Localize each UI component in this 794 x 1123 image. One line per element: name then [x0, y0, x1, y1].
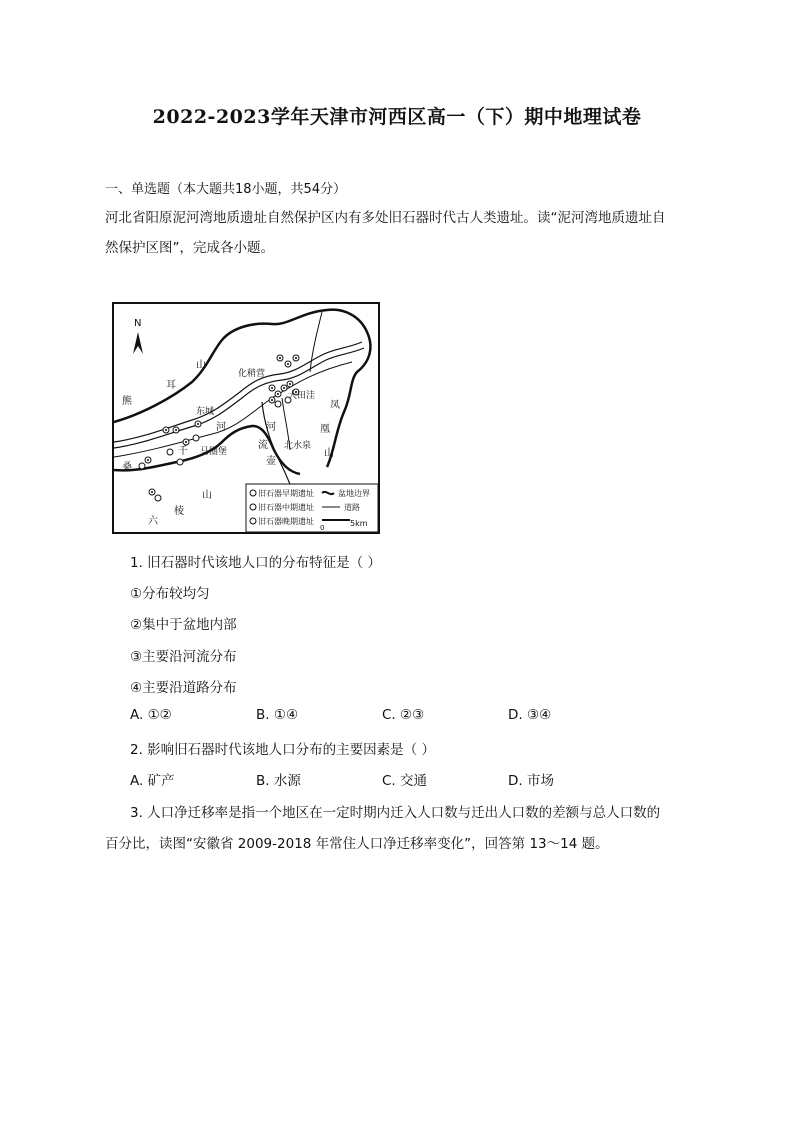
label-he: 河: [216, 422, 226, 433]
q2-option-b: B. 水源: [256, 773, 301, 789]
intro-line-1: 河北省阳原泥河湾地质遗址自然保护区内有多处旧石器时代古人类遗址。读“泥河湾地质遗址自: [105, 210, 666, 226]
q1-option-a: A. ①②: [130, 707, 172, 723]
q3-line-1: 3. 人口净迁移率是指一个地区在一定时期内迁入人口数与迁出人口数的差额与总人口数的: [130, 805, 661, 821]
label-qian: 千: [178, 446, 188, 457]
legend-middle: 旧石器中期遗址: [258, 503, 314, 512]
label-maquanpu: 马圈堡: [200, 447, 228, 457]
legend-early: 旧石器早期遗址: [258, 489, 314, 498]
label-beishuiquan: 北水泉: [284, 441, 312, 451]
label-sang: 桑: [122, 462, 132, 473]
legend-late: 旧石器晚期遗址: [258, 517, 314, 526]
q1-option-d: D. ③④: [508, 707, 552, 723]
q2-option-c: C. 交通: [382, 773, 428, 789]
label-er: 耳: [166, 380, 176, 391]
q1-item-1: ①分布较均匀: [130, 586, 210, 602]
label-shan-top: 山: [196, 360, 206, 371]
label-dongcheng: 东城: [196, 407, 215, 417]
q2-option-a: A. 矿产: [130, 773, 175, 789]
q1-item-4: ④主要沿道路分布: [130, 680, 237, 696]
label-feng: 凤: [330, 400, 340, 411]
legend-scale-km: 5km: [350, 519, 368, 528]
label-xiong: 熊: [122, 396, 132, 407]
q2-option-d: D. 市场: [508, 773, 554, 789]
intro-line-2: 然保护区图”，完成各小题。: [105, 240, 274, 256]
legend-early-icon: [250, 490, 256, 496]
q1-option-c: C. ②③: [382, 707, 425, 723]
label-huashaoying: 化稍营: [238, 369, 266, 379]
nihewan-map: [112, 302, 380, 534]
q3-line-2: 百分比，读图“安徽省 2009-2018 年常住人口净迁移率变化”，回答第 13～14 题。: [105, 836, 609, 852]
legend-late-icon: [250, 518, 256, 524]
q1-option-b: B. ①④: [256, 707, 299, 723]
label-he2: 河: [266, 422, 276, 433]
legend-scale-zero: 0: [320, 524, 325, 532]
q1-item-3: ③主要沿河流分布: [130, 649, 237, 665]
label-huang: 凰: [320, 424, 330, 435]
label-datianwa: 大田洼: [288, 391, 316, 401]
label-liu-bottom: 六: [148, 516, 158, 527]
q1-item-2: ②集中于盆地内部: [130, 617, 237, 633]
label-liu: 流: [258, 440, 268, 451]
page-title: 2022-2023学年天津市河西区高一（下）期中地理试卷: [152, 106, 642, 128]
q2-stem: 2. 影响旧石器时代该地人口分布的主要因素是（ ）: [130, 742, 435, 758]
legend-basin: 盆地边界: [338, 489, 370, 498]
label-shan-bottom: 山: [202, 490, 212, 501]
q1-stem: 1. 旧石器时代该地人口的分布特征是（ ）: [130, 555, 381, 571]
label-hu: 壶: [266, 456, 276, 467]
north-label: N: [134, 318, 142, 329]
legend-road: 道路: [344, 503, 360, 512]
section-heading: 一、单选题（本大题共18小题，共54分）: [105, 182, 347, 197]
legend-middle-icon: [250, 504, 256, 510]
label-shan-right: 山: [324, 448, 334, 459]
label-leng: 棱: [174, 506, 184, 517]
